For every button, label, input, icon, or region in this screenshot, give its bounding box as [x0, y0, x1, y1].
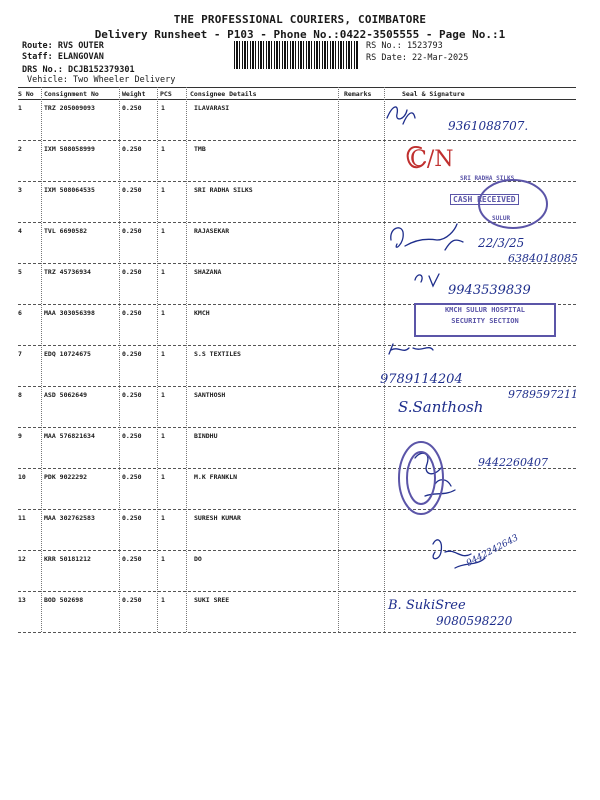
row-consignment-no: IXM 508058999	[44, 145, 95, 153]
row-weight: 0.250	[122, 555, 142, 563]
handwritten-phone: 9789114204	[380, 372, 463, 387]
hospital-stamp	[414, 303, 556, 337]
handwritten-phone: 9442242643	[465, 533, 521, 569]
col-weight: Weight	[122, 90, 146, 98]
rs-number: RS No.: 1523793	[366, 41, 443, 51]
row-consignee: SANTHOSH	[194, 391, 226, 399]
row-weight: 0.250	[122, 514, 142, 522]
row-consignee: M.K FRANKLN	[194, 473, 238, 481]
col-pcs: PCS	[160, 90, 172, 98]
row-sno: 4	[18, 227, 22, 235]
row-sno: 3	[18, 186, 22, 194]
row-consignment-no: PDK 9022292	[44, 473, 88, 481]
row-consignee: KMCH	[194, 309, 210, 317]
row-sno: 7	[18, 350, 22, 358]
row-sno: 5	[18, 268, 22, 276]
row-weight: 0.250	[122, 473, 142, 481]
row-weight: 0.250	[122, 268, 142, 276]
row-consignee: SUKI SREE	[194, 596, 230, 604]
row-pcs: 1	[161, 145, 165, 153]
handwritten-name: S.Santhosh	[398, 398, 484, 416]
row-sno: 1	[18, 104, 22, 112]
stamp-text: CASH RECEIVED	[450, 194, 519, 205]
row-weight: 0.250	[122, 104, 142, 112]
row-weight: 0.250	[122, 145, 142, 153]
route-label: Route: RVS OUTER	[22, 41, 104, 51]
row-consignee: ILAVARASI	[194, 104, 230, 112]
handwritten-phone: 9080598220	[436, 614, 513, 628]
row-sno: 8	[18, 391, 22, 399]
handwritten-phone: 6384018085	[508, 252, 578, 265]
row-consignee: SURESH KUMAR	[194, 514, 241, 522]
staff-label: Staff: ELANGOVAN	[22, 52, 104, 62]
col-consignment: Consignment No	[44, 90, 99, 98]
handwritten-cn-mark: C/N	[410, 147, 454, 172]
row-weight: 0.250	[122, 227, 142, 235]
row-consignee: SRI RADHA SILKS	[194, 186, 253, 194]
row-sno: 12	[18, 555, 26, 563]
handwritten-phone: 9943539839	[448, 283, 531, 298]
row-pcs: 1	[161, 432, 165, 440]
row-weight: 0.250	[122, 309, 142, 317]
handwritten-name: B. SukiSree	[388, 598, 466, 613]
row-pcs: 1	[161, 350, 165, 358]
row-sno: 6	[18, 309, 22, 317]
signature-row-5	[415, 274, 439, 286]
handwritten-phone: 9789597211	[508, 388, 578, 401]
row-consignment-no: MAA 576821634	[44, 432, 95, 440]
row-sno: 11	[18, 514, 26, 522]
row-pcs: 1	[161, 309, 165, 317]
col-consignee: Consignee Details	[190, 90, 257, 98]
row-pcs: 1	[161, 473, 165, 481]
row-consignment-no: EDQ 10724675	[44, 350, 91, 358]
row-weight: 0.250	[122, 596, 142, 604]
drs-number: DRS No.: DCJB152379301	[22, 65, 135, 75]
row-pcs: 1	[161, 104, 165, 112]
vehicle-label: Vehicle: Two Wheeler Delivery	[27, 75, 176, 85]
company-title: THE PROFESSIONAL COURIERS, COIMBATORE	[173, 13, 427, 26]
row-consignee: SHAZANA	[194, 268, 222, 276]
signature-row-7	[389, 344, 433, 354]
row-consignee: BINDHU	[194, 432, 218, 440]
handwritten-date: 22/3/25	[478, 236, 525, 250]
row-pcs: 1	[161, 596, 165, 604]
rs-date: RS Date: 22-Mar-2025	[366, 53, 469, 63]
row-consignment-no: BOD 502698	[44, 596, 84, 604]
stamp-row-10-inner	[407, 452, 435, 504]
row-weight: 0.250	[122, 391, 142, 399]
row-weight: 0.250	[122, 186, 142, 194]
col-seal: Seal & Signature	[402, 90, 465, 98]
signature-row-4	[391, 224, 463, 250]
row-pcs: 1	[161, 514, 165, 522]
row-sno: 13	[18, 596, 26, 604]
row-consignment-no: ASD 5062649	[44, 391, 88, 399]
row-consignment-no: MAA 303056398	[44, 309, 95, 317]
stamp-text: SECURITY SECTION	[451, 317, 519, 325]
row-weight: 0.250	[122, 432, 142, 440]
stamp-text: SRI RADHA SILKS	[460, 175, 515, 182]
row-consignee: RAJASEKAR	[194, 227, 230, 235]
barcode	[234, 41, 358, 69]
row-pcs: 1	[161, 186, 165, 194]
row-consignee: TMB	[194, 145, 206, 153]
row-consignment-no: TRZ 45736934	[44, 268, 91, 276]
row-consignment-no: TVL 6690582	[44, 227, 88, 235]
table-top-rule	[18, 87, 576, 88]
row-consignment-no: KRR 50181212	[44, 555, 91, 563]
row-consignment-no: MAA 302762583	[44, 514, 95, 522]
stamp-text: KMCH SULUR HOSPITAL	[444, 306, 526, 314]
row-sno: 9	[18, 432, 22, 440]
handwritten-phone: 9361088707.	[448, 119, 529, 133]
handwritten-phone: 9442260407	[478, 456, 548, 469]
row-consignee: S.S TEXTILES	[194, 350, 241, 358]
row-sno: 2	[18, 145, 22, 153]
col-sno: S No	[18, 90, 34, 98]
row-pcs: 1	[161, 227, 165, 235]
row-pcs: 1	[161, 555, 165, 563]
stamp-text: SULUR	[492, 215, 511, 222]
row-sno: 10	[18, 473, 26, 481]
row-consignment-no: IXM 508064535	[44, 186, 95, 194]
row-pcs: 1	[161, 391, 165, 399]
row-consignment-no: TRZ 205009093	[44, 104, 95, 112]
row-weight: 0.250	[122, 350, 142, 358]
col-remarks: Remarks	[344, 90, 372, 98]
runsheet-subtitle: Delivery Runsheet - P103 - Phone No.:0422-3505555 - Page No.:1	[94, 28, 506, 41]
signature-row-1	[387, 107, 415, 124]
row-consignee: DO	[194, 555, 202, 563]
row-pcs: 1	[161, 268, 165, 276]
